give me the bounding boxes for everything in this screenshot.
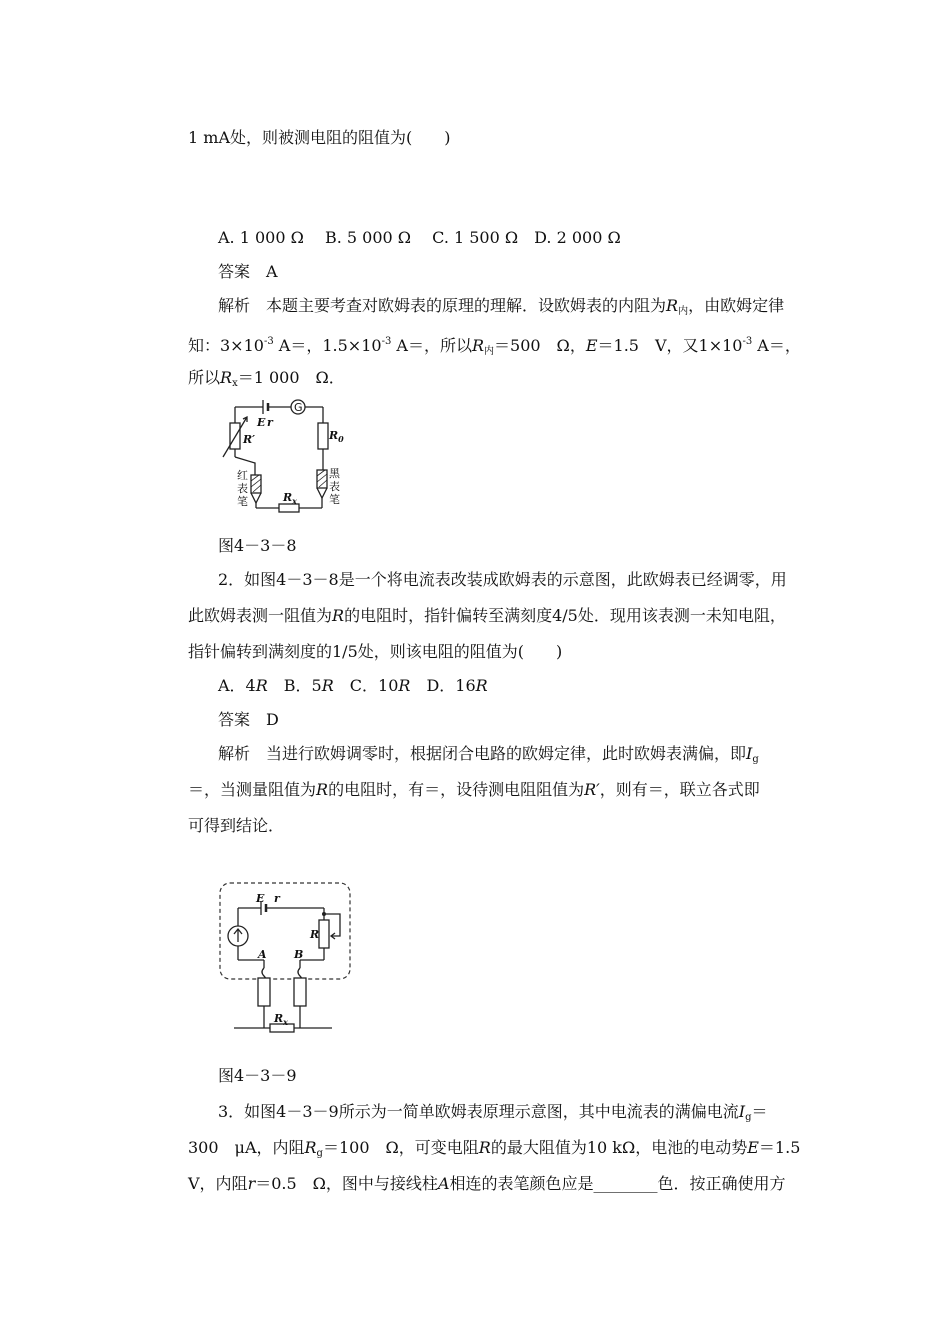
q2-analysis-line3: 可得到结论． <box>188 816 285 835</box>
black-pen-char-1: 黑 <box>329 467 340 480</box>
q1-analysis-line2: 知：$3\times 10^{-3}$ A＝，$1.5\times 10^{-3}$ A＝，所以$R_内=500$ Ω，E＝1.5 V，又$1\times 10^{-3}$ A＝， <box>188 336 801 357</box>
black-pen-char-3: 笔 <box>329 493 340 506</box>
figure-4-3-8-caption: 图4－3－8 <box>218 536 297 555</box>
emf-label: E <box>256 892 265 905</box>
black-pen-char-2: 表 <box>329 480 340 493</box>
q2-line1: 2．如图4－3－8是一个将电流表改装成欧姆表的示意图，此欧姆表已经调零，用 <box>218 570 787 589</box>
q2-analysis-line1: 解析 当进行欧姆调零时，根据闭合电路的欧姆定律，此时欧姆表满偏，即$I_g$ <box>218 744 759 765</box>
q2-analysis-line2: ＝，当测量阻值为R的电阻时，有＝，设待测电阻阻值为R′，则有＝，联立各式即 <box>188 780 760 799</box>
q2-line2: 此欧姆表测一阻值为R的电阻时，指针偏转至满刻度4/5处．现用该表测一未知电阻， <box>188 606 786 625</box>
simple-ohmmeter-diagram <box>214 880 359 1040</box>
q3-line1: 3．如图4－3－9所示为一简单欧姆表原理示意图，其中电流表的满偏电流$I_g=$ <box>218 1102 768 1123</box>
answer-blank[interactable]: ________ <box>593 1174 658 1193</box>
ohmmeter-circuit-diagram <box>215 395 345 515</box>
terminal-b-label: B <box>294 948 304 961</box>
q1-stem-tail: 1 mA处，则被测电阻的阻值为( ) <box>188 128 451 147</box>
red-pen-char-3: 笔 <box>237 495 248 508</box>
internal-r-label: r <box>267 416 273 429</box>
emf-label: E <box>257 416 266 429</box>
rheostat-label: R′ <box>243 433 256 446</box>
q1-analysis-line3: 所以$R_x=1$ 000 Ω． <box>188 368 345 389</box>
figure-4-3-9-caption: 图4－3－9 <box>218 1066 297 1085</box>
rx-label: $R_x$ <box>283 491 297 506</box>
terminal-a-label: A <box>258 948 267 961</box>
q2-options: A．4R B．5R C．10R D．16R <box>218 676 488 695</box>
q1-options: A. 1 000 Ω B. 5 000 Ω C. 1 500 Ω D. 2 000 Ω <box>218 228 621 247</box>
q2-answer: 答案 D <box>218 710 279 729</box>
q1-answer: 答案 A <box>218 262 278 281</box>
galvanometer-label: G <box>294 401 303 414</box>
figure-4-3-8 <box>215 395 345 515</box>
red-pen-char-1: 红 <box>237 469 248 482</box>
q1-analysis-line1: 解析 本题主要考查对欧姆表的原理的理解．设欧姆表的内阻为$R_内$，由欧姆定律 <box>218 296 785 317</box>
red-pen-char-2: 表 <box>237 482 248 495</box>
variable-resistor-label: R <box>310 928 320 941</box>
rx-label: $R_x$ <box>274 1012 288 1027</box>
q2-line3: 指针偏转到满刻度的1/5处，则该电阻的阻值为( ) <box>188 642 563 661</box>
q3-line2: 300 μA，内阻$R_g=100$ Ω，可变电阻R的最大阻值为10 kΩ，电池的电动势E＝1.5 <box>188 1138 801 1159</box>
r0-label: $R_0$ <box>329 429 344 444</box>
q3-line3: V，内阻r＝0.5 Ω，图中与接线柱A相连的表笔颜色应是________色．按正确使用方 <box>188 1174 786 1193</box>
internal-r-label: r <box>274 892 280 905</box>
figure-4-3-9 <box>214 880 359 1040</box>
